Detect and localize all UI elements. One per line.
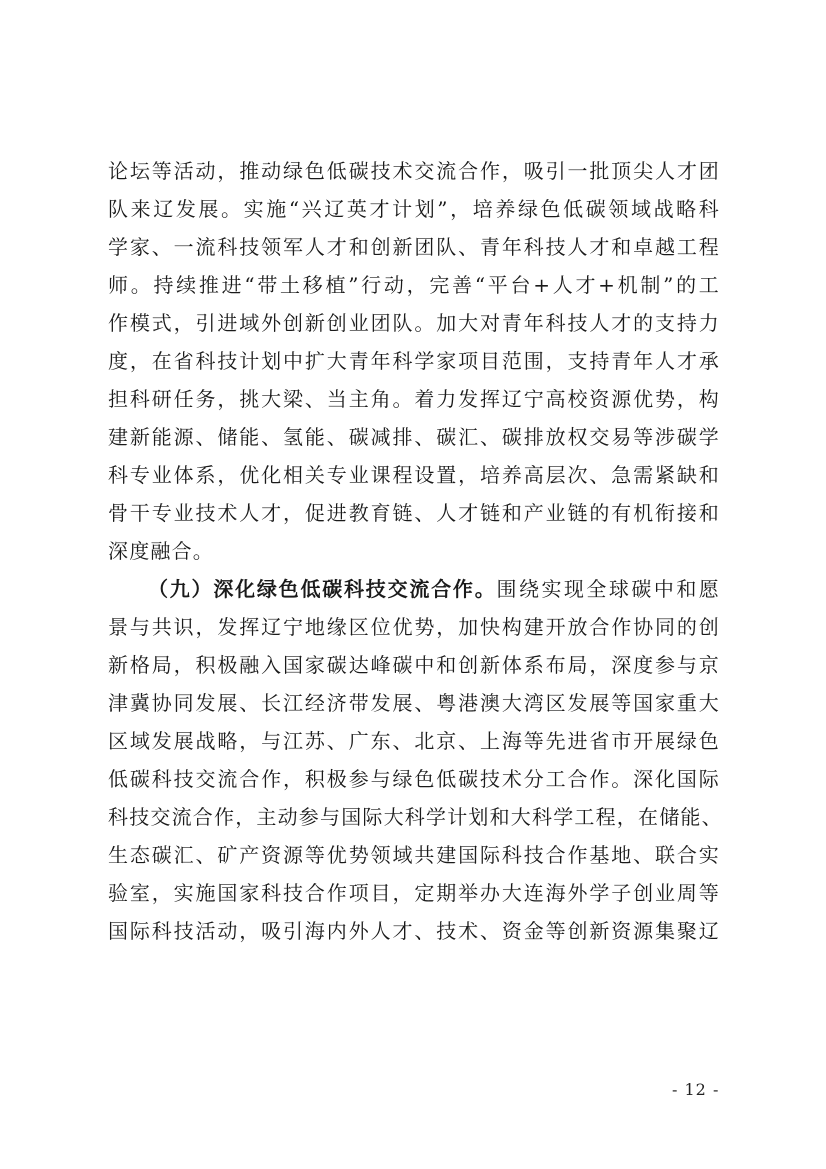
body-text xyxy=(108,152,723,950)
paragraph-line: 验室，实施国家科技合作项目，定期举办大连海外学子创业周等 xyxy=(108,881,720,905)
paragraph-line: 建新能源、储能、氢能、碳减排、碳汇、碳排放权交易等涉碳学 xyxy=(108,425,720,449)
paragraph-line: 津冀协同发展、长江经济带发展、粤港澳大湾区发展等国家重大 xyxy=(108,691,720,715)
paragraph-line: 队来辽发展。实施“兴辽英才计划”，培养绿色低碳领域战略科 xyxy=(108,197,720,221)
paragraph-line: 骨干专业技术人才，促进教育链、人才链和产业链的有机衔接和 xyxy=(108,501,720,525)
paragraph-line: 生态碳汇、矿产资源等优势领域共建国际科技合作基地、联合实 xyxy=(108,843,720,867)
page-number: - 12 - xyxy=(672,1080,720,1099)
paragraph-line: 深度融合。 xyxy=(108,539,214,563)
paragraph-line: 度，在省科技计划中扩大青年科学家项目范围，支持青年人才承 xyxy=(108,349,720,373)
paragraph-line: 国际科技活动，吸引海内外人才、技术、资金等创新资源集聚辽 xyxy=(108,919,720,943)
paragraph-line: 低碳科技交流合作，积极参与绿色低碳技术分工合作。深化国际 xyxy=(108,767,720,791)
section-9-first-line-text: 围绕实现全球碳中和愿 xyxy=(496,577,721,601)
paragraph-line: 论坛等活动，推动绿色低碳技术交流合作，吸引一批顶尖人才团 xyxy=(108,159,720,183)
paragraph-line: 担科研任务，挑大梁、当主角。着力发挥辽宁高校资源优势，构 xyxy=(108,387,720,411)
paragraph-line: 科专业体系，优化相关专业课程设置，培养高层次、急需紧缺和 xyxy=(108,463,720,487)
section-9-heading: （九）深化绿色低碳科技交流合作。 xyxy=(148,577,497,601)
paragraph-line: 区域发展战略，与江苏、广东、北京、上海等先进省市开展绿色 xyxy=(108,729,720,753)
paragraph-line: 景与共识，发挥辽宁地缘区位优势，加快构建开放合作协同的创 xyxy=(108,615,720,639)
paragraph-line: 科技交流合作，主动参与国际大科学计划和大科学工程，在储能、 xyxy=(108,805,723,829)
paragraph-line: 学家、一流科技领军人才和创新团队、青年科技人才和卓越工程 xyxy=(108,235,720,259)
paragraph-line: 师。持续推进“带土移植”行动，完善“平台+人才+机制”的工 xyxy=(108,273,720,297)
section-9-first-line xyxy=(108,570,720,608)
paragraph-line: 新格局，积极融入国家碳达峰碳中和创新体系布局，深度参与京 xyxy=(108,653,720,677)
paragraph-line: 作模式，引进域外创新创业团队。加大对青年科技人才的支持力 xyxy=(108,311,720,335)
